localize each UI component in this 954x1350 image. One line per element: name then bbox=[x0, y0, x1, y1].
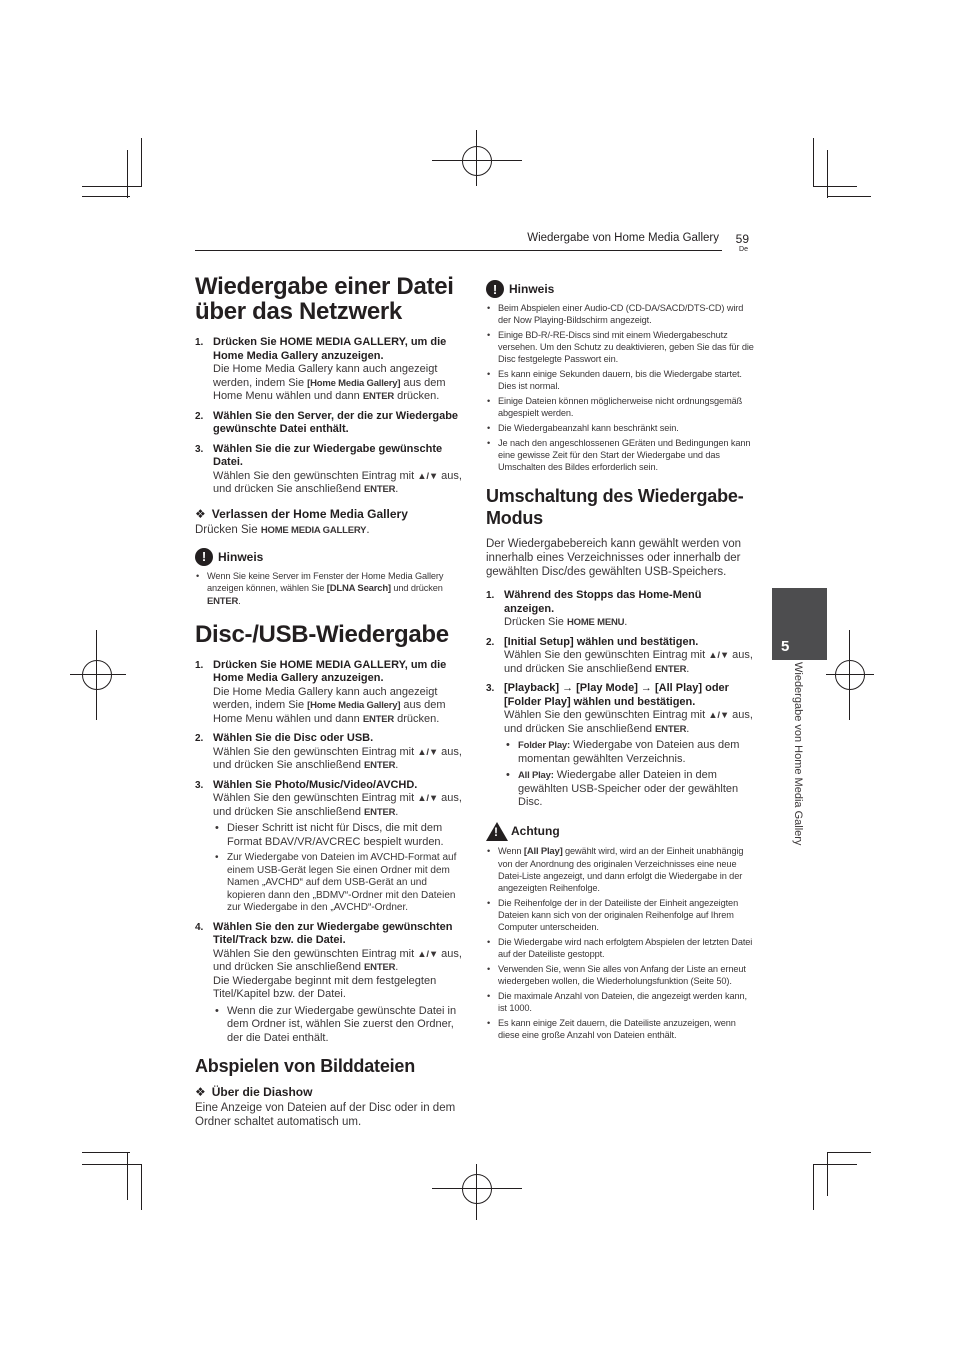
caution-item: • Die maximale Anzahl von Dateien, die angezeigt werden kann, ist 1000. bbox=[487, 990, 747, 1013]
note-item: • Beim Abspielen einer Audio-CD (CD-DA/SACD/DTS-CD) wird der Now Playing-Bildschirm angezeigt. bbox=[487, 303, 744, 325]
note-heading-right: ! Hinweis bbox=[486, 280, 754, 298]
chapter-number: 5 bbox=[781, 638, 790, 655]
chapter-side-text: Wiedergabe von Home Media Gallery bbox=[792, 662, 804, 846]
network-step-2: 2. Wählen Sie den Server, der die zur Wiedergabe gewünschte Datei enthält. bbox=[195, 409, 459, 435]
arrow-up-down-icon: ▲/▼ bbox=[417, 793, 439, 804]
section-title-images: Abspielen von Bilddateien bbox=[195, 1056, 416, 1077]
list-item: • Wenn die zur Wiedergabe gewünschte Datei in dem Ordner ist, wählen Sie zuerst den Ordner, der die Datei enthält. bbox=[215, 1004, 457, 1044]
play-mode-intro: Der Wiedergabebereich kann gewählt werden von innerhalb eines Verzeichnisses oder innerhalb der gewählten Disc/des gewählten USB-Speichers. bbox=[486, 538, 742, 578]
section-title-play-mode: Umschaltung des Wiedergabe- Modus bbox=[486, 486, 744, 528]
mode-step-3: 3. [Playback] → [Play Mode] → [All Play] oder [Folder Play] wählen und bestätigen. Wählen Sie den gewünschten Eintrag mit ▲/▼ aus, und drücken Sie anschließend ENTER. • Folder Play: Wiedergabe von Dateien aus dem momentan gewählten Verzeichnis. • All Play: Wiedergabe aller Dateien in dem gewählten USB-Speicher oder der gewählten Disc. bbox=[486, 682, 753, 808]
network-step-3: 3. Wählen Sie die zur Wiedergabe gewünschte Datei. Wählen Sie den gewünschten Eintrag mit ▲/▼ aus, und drücken Sie anschließend ENTER. bbox=[195, 442, 462, 495]
slideshow-text: Eine Anzeige von Dateien auf der Disc oder in dem Ordner schaltet automatisch um. bbox=[195, 1102, 456, 1129]
header-rule bbox=[195, 250, 722, 251]
note-item: • Wenn Sie keine Server im Fenster der Home Media Gallery anzeigen können, wählen Sie [DLNA Search] und drücken ENTER. bbox=[196, 570, 444, 607]
cautions-list bbox=[486, 897, 754, 1041]
list-item: • Folder Play: Wiedergabe von Dateien aus dem momentan gewählten Verzeichnis. bbox=[506, 739, 740, 765]
caution-item: • Die Reihenfolge der in der Dateiliste der Einheit angezeigten Dateien kann sich von der originalen Reihenfolge auf Ihrem Computer unterscheiden. bbox=[487, 897, 739, 932]
note-heading-left: ! Hinweis bbox=[195, 548, 465, 566]
slideshow-heading: ❖ Über die Diashow bbox=[195, 1085, 313, 1100]
note-item: • Einige Dateien können möglicherweise nicht ordnungsgemäß abgespielt werden. bbox=[487, 396, 743, 418]
note-item: • Einige BD-R/-RE-Discs sind mit einem Wiedergabeschutz versehen. Um den Schutz zu deaktivieren, geben Sie das für die Disc festgelegte Passwort ein. bbox=[487, 330, 754, 364]
note-item: • Es kann einige Sekunden dauern, bis die Wiedergabe startet. Dies ist normal. bbox=[487, 369, 742, 391]
mode-step-1: 1. Während des Stopps das Home-Menü anzeigen. Drücken Sie HOME MENU. bbox=[486, 589, 702, 628]
arrow-up-down-icon: ▲/▼ bbox=[417, 746, 439, 758]
list-item: • Dieser Schritt ist nicht für Discs, die mit dem Format BDAV/VR/AVCREC bespielt wurden. bbox=[215, 822, 444, 848]
right-column bbox=[486, 274, 754, 1044]
caution-item: • Die Wiedergabe wird nach erfolgtem Abspielen der letzten Datei auf der Dateiliste gestoppt. bbox=[487, 936, 753, 959]
note-item: • Je nach den angeschlossenen GEräten und Bedingungen kann eine gewisse Zeit für den Start der Wiedergabe und das Umschalten des Bildes erforderlich sein. bbox=[487, 438, 751, 472]
exit-gallery-text: Drücken Sie HOME MEDIA GALLERY. bbox=[195, 523, 370, 536]
disc-step-1: 1. Drücken Sie HOME MEDIA GALLERY, um die Home Media Gallery anzuzeigen. Die Home Media Gallery kann auch angezeigt werden, indem Sie [Home Media Gallery] aus dem Home Menu wählen und dann ENTER drücken. bbox=[195, 658, 447, 725]
disc-step-4: 4. Wählen Sie den zur Wiedergabe gewünschten Titel/Track bzw. die Datei. Wählen Sie den gewünschten Eintrag mit ▲/▼ aus, und drücken Sie anschließend ENTER. Die Wiedergabe beginnt mit dem festgelegten Titel/Kapitel bzw. der Datei. • Wenn die zur Wiedergabe gewünschte Datei in dem Ordner ist, wählen Sie zuerst den Ordner, der die Datei enthält. bbox=[195, 921, 465, 1046]
section-title-disc-usb: Disc-/USB-Wiedergabe bbox=[195, 620, 449, 648]
disc-step-2: 2. Wählen Sie die Disc oder USB. Wählen Sie den gewünschten Eintrag mit ▲/▼ aus, und drücken Sie anschließend ENTER. bbox=[195, 732, 462, 771]
notes-list bbox=[486, 302, 754, 473]
arrow-up-down-icon: ▲/▼ bbox=[708, 650, 730, 661]
left-column bbox=[195, 274, 465, 1135]
list-item: • Zur Wiedergabe von Dateien im AVCHD-Format auf einem USB-Gerät legen Sie einen Ordner mit dem Namen „AVCHD“ auf dem USB-Gerät an und kopieren dann den „BDMV“-Ordner mit den Dateien zur Wiedergabe in den „AVCHD“-Ordner. bbox=[215, 852, 457, 914]
mode-step-2: 2. [Initial Setup] wählen und bestätigen. Wählen Sie den gewünschten Eintrag mit ▲/▼ aus, und drücken Sie anschließend ENTER. bbox=[486, 635, 753, 675]
exclamation-icon: ! bbox=[195, 548, 213, 566]
caution-heading: ! Achtung bbox=[486, 822, 754, 841]
caution-item: • Wenn [All Play] gewählt wird, wird an der Einheit unabhängig von der Anordnung des originalen Verzeichnisses eine neue Datei-Liste angezeigt, und dann erfolgt die Wiedergabe in der angezeigten Reihenfolge. bbox=[487, 845, 744, 893]
running-header bbox=[195, 230, 751, 252]
chapter-side-label bbox=[790, 662, 804, 872]
page-number: 59 bbox=[735, 232, 749, 246]
disc-step-3: 3. Wählen Sie Photo/Music/Video/AVCHD. Wählen Sie den gewünschten Eintrag mit ▲/▼ aus, und drücken Sie anschließend ENTER. • Dieser Schritt ist nicht für Discs, die mit dem Format BDAV/VR/AVCREC bespielt wurden. • Zur Wiedergabe von Dateien im AVCHD-Format auf einem USB-Gerät legen Sie einen Ordner mit dem Namen „AVCHD“ auf dem USB-Gerät an und kopieren dann den „BDMV“-Ordner mit den Dateien zur Wiedergabe in den „AVCHD“-Ordner. bbox=[195, 779, 465, 915]
warning-icon: ! bbox=[486, 822, 508, 841]
caution-item: • Es kann einige Zeit dauern, die Dateiliste anzuzeigen, wenn diese eine große Anzahl von Dateien enthält. bbox=[487, 1017, 736, 1040]
network-step-1: 1. Drücken Sie HOME MEDIA GALLERY, um die Home Media Gallery anzuzeigen. Die Home Media Gallery kann auch angezeigt werden, indem Sie [Home Media Gallery] aus dem Home Menu wählen und dann ENTER drücken. bbox=[195, 336, 447, 402]
section-title-network: Wiedergabe einer Datei über das Netzwerk bbox=[195, 273, 454, 325]
running-title: Wiedergabe von Home Media Gallery bbox=[527, 232, 719, 244]
note-item: • Die Wiedergabeanzahl kann beschränkt sein. bbox=[487, 423, 679, 433]
arrow-up-down-icon: ▲/▼ bbox=[417, 470, 439, 482]
exit-gallery-heading: ❖ Verlassen der Home Media Gallery bbox=[195, 506, 408, 521]
chapter-tab bbox=[772, 588, 827, 660]
caution-item: • Verwenden Sie, wenn Sie alles von Anfang der Liste an erneut wiedergeben wollen, die Wiederholungsfunktion (Seite 50). bbox=[487, 963, 746, 986]
diamond-icon: ❖ bbox=[195, 506, 206, 521]
language-code: De bbox=[739, 246, 748, 253]
arrow-up-down-icon: ▲/▼ bbox=[417, 948, 439, 960]
diamond-icon: ❖ bbox=[195, 1085, 206, 1100]
exclamation-icon: ! bbox=[486, 280, 504, 298]
arrow-up-down-icon: ▲/▼ bbox=[708, 710, 730, 721]
list-item: • All Play: Wiedergabe aller Dateien in dem gewählten USB-Speicher oder der gewählten Disc. bbox=[506, 769, 739, 808]
